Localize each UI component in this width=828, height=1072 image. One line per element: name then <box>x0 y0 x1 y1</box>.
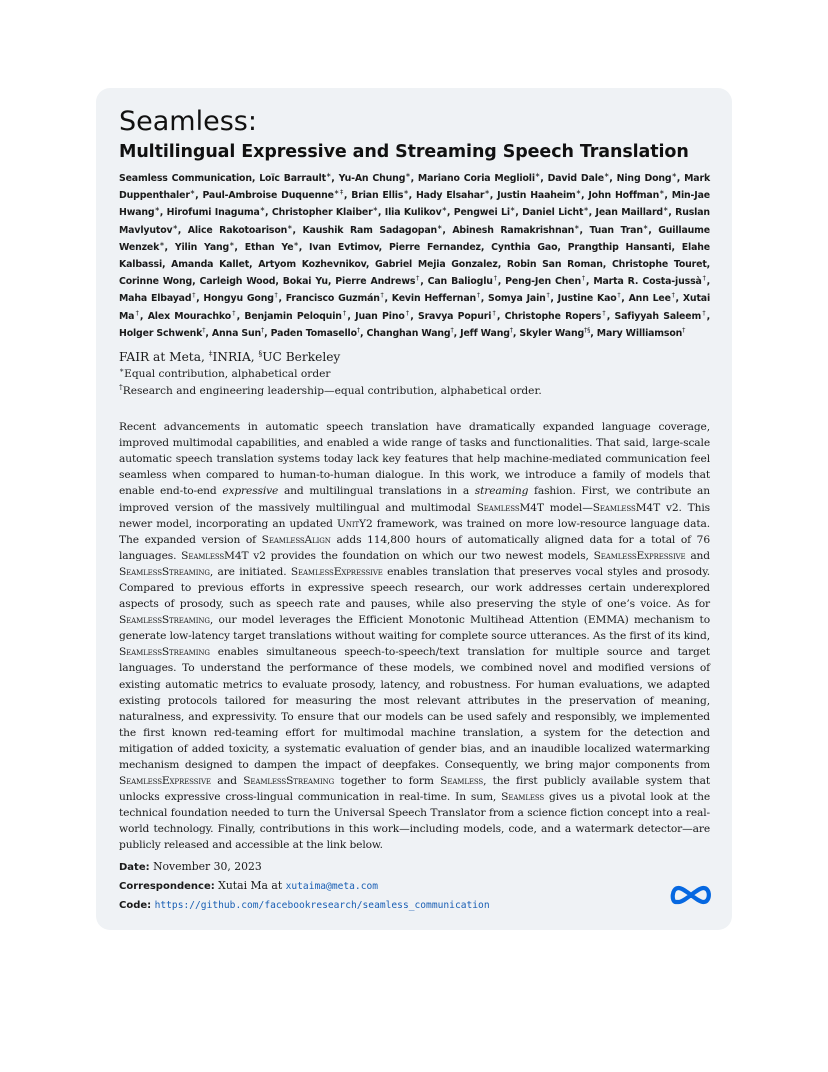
author-mark: † <box>491 308 497 317</box>
abstract-system-name: SeamlessExpressive <box>290 564 383 578</box>
author-name: Safiyyah Saleem <box>614 310 702 322</box>
author-name: Mariano Coria Meglioli <box>417 173 535 184</box>
date-label: Date: <box>119 862 150 873</box>
author-name: David Dale <box>547 173 604 184</box>
correspondence-line <box>119 877 490 896</box>
author-mark: ∗ <box>659 188 665 197</box>
author-mark: †§ <box>584 325 591 334</box>
abstract-segment: 2 framework, was trained on more low-resource language data. The expanded version of <box>119 516 710 546</box>
abstract-system-name: UnitY <box>337 516 366 530</box>
abstract-segment: , are initiated. <box>209 564 291 578</box>
author-name: Anna Sun <box>211 327 262 339</box>
author-mark: † <box>273 291 279 300</box>
author-mark: ∗ <box>259 205 265 214</box>
author-name: Seamless Communication <box>119 173 252 184</box>
author-name: Daniel Licht <box>522 207 584 219</box>
author-name: Justin Haaheim <box>497 190 576 202</box>
author-mark: ∗ <box>159 239 165 248</box>
abstract-segment: , our model leverages the Efficient Monotonic Multihead Attention (EMMA) mechanism to generate low-latency target translations without waiting for complete source utterances. As the first of its kind, <box>119 613 710 643</box>
author-name: Mary Williamson <box>596 327 683 339</box>
author-name: Pierre Andrews <box>335 276 416 288</box>
author-name: Christopher Klaiber <box>271 207 373 219</box>
author-mark: † <box>404 308 411 317</box>
abstract-segment: , the first publicly available system that unlocks expressive cross-lingual communication in real-time. In sum, <box>119 774 710 804</box>
affiliation-inria: INRIA, <box>212 350 259 365</box>
author-name: Hady Elsahar <box>415 190 485 202</box>
note-leadership-text: Research and engineering leadership—equal contribution, alphabetical order. <box>122 385 542 398</box>
author-mark: ∗ <box>325 170 332 179</box>
abstract-system-name: SeamlessStreaming <box>119 564 210 578</box>
abstract-segment: v2 provides the foundation on which our two newest models, <box>248 548 594 562</box>
abstract-system-name: SeamlessStreaming <box>119 613 210 627</box>
abstract-segment: and <box>210 774 244 788</box>
abstract-text <box>119 419 710 854</box>
author-mark: † <box>601 308 607 317</box>
author-mark: † <box>616 291 622 300</box>
paper-title: Seamless: <box>119 106 257 137</box>
author-name: Hirofumi Inaguma <box>166 207 260 219</box>
author-name: Ann Lee <box>628 293 671 305</box>
author-mark: ∗ <box>604 170 610 179</box>
author-mark: ∗ <box>662 205 669 214</box>
abstract-system-name: SeamlessStreaming <box>243 774 335 788</box>
author-mark: † <box>341 308 348 317</box>
author-name: Artyom Kozhevnikov <box>258 259 366 271</box>
abstract-segment: enables simultaneous speech-to-speech/text translation for multiple source and target languages. To understand the performance of these models, we combined novel and modified versions of existing automatic metrics to evaluate prosody, latency, and robustness. For human evaluations, we adapted existing protocols tailored for measuring the most relevant attributes in the preservation of meaning, naturalness, and expressivity. To ensure that our models can be used safely and responsibly, we implemented the first known red-teaming effort for multimodal machine translation, a system for the detection and mitigation of added toxicity, a systematic evaluation of gender bias, and an inaudible localized watermarking mechanism designed to dampen the impact of deepfakes. Consequently, we bring major components from <box>119 645 710 771</box>
abstract-system-name: SeamlessExpressive <box>119 774 211 788</box>
abstract-segment: Recent advancements in automatic speech translation have dramatically expanded language coverage, improved multimodal capabilities, and enabled a wide range of tasks and functionalities. That said, large-scale automatic speech translation systems today lack key features that help machine-mediated communication feel seamless when compared to human-to-human dialogue. In this work, we introduce a family of models that enable end-to-end <box>119 420 710 498</box>
author-mark: ∗ <box>583 205 589 214</box>
equal-contribution-note <box>119 366 710 383</box>
author-name: Min-Jae Hwang <box>119 190 711 219</box>
affiliations <box>119 348 710 366</box>
abstract-system-name: SeamlessM4T <box>476 500 544 514</box>
author-name: Juan Pino <box>355 310 405 322</box>
author-name: Can Balioglu <box>427 276 493 288</box>
author-name: Ruslan Mavlyutov <box>119 207 710 236</box>
author-name: Xutai Ma <box>119 293 711 322</box>
author-name: Yilin Yang <box>174 241 230 253</box>
author-mark: ∗ <box>441 205 447 214</box>
abstract-segment: and <box>685 548 710 562</box>
author-mark: ∗ <box>189 188 196 197</box>
author-name: Pierre Fernandez <box>388 241 481 253</box>
affiliation-mark-berkeley: § <box>258 348 263 358</box>
author-name: Brian Ellis <box>351 190 404 202</box>
author-name: Peng-Jen Chen <box>505 276 581 288</box>
author-mark: † <box>379 291 385 300</box>
author-name: Kaushik Ram Sadagopan <box>302 224 438 236</box>
author-mark: † <box>545 291 551 300</box>
author-name: Jean Maillard <box>595 207 663 219</box>
abstract-system-name: SeamlessM4T <box>592 500 661 514</box>
author-mark: ∗ <box>642 222 649 231</box>
author-mark: ∗ <box>372 205 378 214</box>
author-name: Prangthip Hansanti <box>567 241 672 253</box>
author-mark: ∗ <box>287 222 293 231</box>
abstract-segment: gives us a pivotal look at the technical foundation needed to turn the Universal Speech Translator from a science fiction concept into a real-world technology. Finally, contributions in this work—including models, code, and a watermark detector—are publicly released and accessible at the link below. <box>119 790 710 852</box>
author-mark: † <box>580 274 586 283</box>
author-list: Seamless Communication, Loïc Barrault∗, Yu-An Chung∗, Mariano Coria Meglioli∗, David Dale∗, Ning Dong∗, Mark Duppenthaler∗, Paul-Ambroise Duquenne∗‡, Brian Ellis∗, Hady Elsahar∗, Justin Haaheim∗, John Hoffman∗, Min-Jae Hwang∗, Hirofumi Inaguma∗, Christopher Klaiber∗, Ilia Kulikov∗, Pengwei Li∗, Daniel Licht∗, Jean Maillard∗, Ruslan Mavlyutov∗, Alice Rakotoarison∗, Kaushik Ram Sadagopan∗, Abinesh Ramakrishnan∗, Tuan Tran∗, Guillaume Wenzek∗, Yilin Yang∗, Ethan Ye∗, Ivan Evtimov, Pierre Fernandez, Cynthia Gao, Prangthip Hansanti, Elahe Kalbassi, Amanda Kallet, Artyom Kozhevnikov, Gabriel Mejia Gonzalez, Robin San Roman, Christophe Touret, Corinne Wong, Carleigh Wood, Bokai Yu, Pierre Andrews†, Can Balioglu†, Peng-Jen Chen†, Marta R. Costa-jussà†, Maha Elbayad†, Hongyu Gong†, Francisco Guzmán†, Kevin Heffernan†, Somya Jain†, Justine Kao†, Ann Lee†, Xutai Ma†, Alex Mourachko†, Benjamin Peloquin†, Juan Pino†, Sravya Popuri†, Christophe Ropers†, Safiyyah Saleem†, Holger Schwenk†, Anna Sun†, Paden Tomasello†, Changhan Wang†, Jeff Wang†, Skyler Wang†§, Mary Williamson† <box>119 170 711 339</box>
author-mark: † <box>509 325 513 334</box>
author-mark: ∗ <box>671 170 677 179</box>
author-mark: † <box>191 291 197 300</box>
author-name: Holger Schwenk <box>119 327 203 339</box>
note-mark-equal: ∗ <box>119 365 125 375</box>
author-name: Paul-Ambroise Duquenne <box>202 190 334 202</box>
abstract-segment: adds 114,800 hours of automatically aligned data for a total of 76 languages. <box>119 532 710 562</box>
abstract <box>119 419 710 854</box>
abstract-system-name: SeamlessAlign <box>261 532 331 546</box>
abstract-segment: together to form <box>334 774 441 788</box>
author-name: Ethan Ye <box>244 241 294 253</box>
author-mark: † <box>701 274 707 283</box>
affiliation-fair: FAIR at Meta, <box>119 350 209 365</box>
author-mark: † <box>701 308 707 317</box>
paper-subtitle: Multilingual Expressive and Streaming Speech Translation <box>119 142 689 162</box>
note-equal-text: Equal contribution, alphabetical order <box>124 368 331 381</box>
date-value: November 30, 2023 <box>153 860 262 873</box>
author-mark: † <box>670 291 676 300</box>
date-line <box>119 858 490 877</box>
abstract-system-name: SeamlessStreaming <box>119 645 210 659</box>
author-name: Robin San Roman <box>506 259 603 271</box>
author-name: Alice Rakotoarison <box>187 224 288 236</box>
author-name: Tuan Tran <box>589 224 643 236</box>
author-name: Jeff Wang <box>460 327 510 339</box>
author-mark: ∗ <box>574 222 580 231</box>
author-mark: ∗ <box>405 170 411 179</box>
abstract-segment: enables translation that preserves vocal styles and prosody. Compared to previous efforts in expressive speech research, our work addresses certain underexplored aspects of prosody, such as speech rate and pauses, while also preserving the style of one’s voice. As for <box>119 564 710 611</box>
correspondence-email-link[interactable]: xutaima@meta.com <box>285 881 379 892</box>
author-mark: ∗ <box>575 188 581 197</box>
affiliation-berkeley: UC Berkeley <box>262 350 341 365</box>
author-mark: ∗ <box>154 205 160 214</box>
author-name: Mark Duppenthaler <box>119 173 711 202</box>
author-name: Guillaume Wenzek <box>119 224 710 253</box>
author-name: Christophe Ropers <box>504 310 602 322</box>
correspondence-label: Correspondence: <box>119 881 215 892</box>
leadership-note <box>119 383 710 400</box>
author-name: Cynthia Gao <box>491 241 558 253</box>
abstract-system-name: Seamless <box>501 790 545 804</box>
author-mark: † <box>415 274 421 283</box>
author-name: Paden Tomasello <box>270 327 357 339</box>
author-name: Kevin Heffernan <box>391 293 477 305</box>
abstract-system-name: Seamless <box>440 774 484 788</box>
author-mark: † <box>492 274 498 283</box>
author-mark: † <box>202 325 206 334</box>
author-mark: ∗ <box>437 222 443 231</box>
correspondence-text: Xutai Ma at <box>218 879 286 892</box>
abstract-system-name: SeamlessM4T <box>181 548 249 562</box>
author-name: Skyler Wang <box>519 327 585 339</box>
author-mark: † <box>356 325 360 334</box>
author-mark: ∗‡ <box>333 188 344 197</box>
code-line <box>119 896 490 915</box>
author-name: Yu-An Chung <box>338 173 406 184</box>
author-mark: ∗ <box>172 222 178 231</box>
author-name: Elahe Kalbassi <box>119 241 711 271</box>
author-name: Abinesh Ramakrishnan <box>452 224 575 236</box>
author-mark: ∗ <box>229 239 235 248</box>
abstract-emphasis: streaming <box>474 484 529 498</box>
abstract-segment: fashion. First, we contribute an improved version of the massively multilingual and multimodal <box>119 484 710 514</box>
author-mark: ∗ <box>484 188 490 197</box>
paper-header-card <box>96 88 732 930</box>
author-mark: ∗ <box>403 188 409 197</box>
author-name: Benjamin Peloquin <box>244 310 342 322</box>
author-name: Loïc Barrault <box>259 173 326 184</box>
abstract-segment: and multilingual translations in a <box>278 484 475 498</box>
author-mark: ∗ <box>509 205 516 214</box>
abstract-segment: v2. This newer model, incorporating an updated <box>119 500 710 530</box>
author-name: John Hoffman <box>588 190 660 202</box>
abstract-segment: model— <box>543 500 593 514</box>
author-mark: † <box>682 325 686 334</box>
author-name: Alex Mourachko <box>147 310 231 322</box>
note-mark-leadership: † <box>119 382 123 392</box>
abstract-system-name: SeamlessExpressive <box>593 548 686 562</box>
author-name: Ning Dong <box>616 173 672 184</box>
author-mark: † <box>134 308 140 317</box>
author-name: Gabriel Mejia Gonzalez <box>375 259 498 271</box>
paper-meta <box>119 858 490 915</box>
author-name: Carleigh Wood <box>199 276 276 288</box>
author-name: Pengwei Li <box>453 207 510 219</box>
abstract-emphasis: expressive <box>222 484 279 498</box>
author-name: Justine Kao <box>557 293 617 305</box>
author-name: Amanda Kallet <box>171 259 250 271</box>
author-mark: † <box>450 325 454 334</box>
author-name: Ivan Evtimov <box>309 241 379 253</box>
author-name: Maha Elbayad <box>119 293 192 305</box>
author-name: Corinne Wong <box>119 276 193 288</box>
author-name: Sravya Popuri <box>417 310 492 322</box>
author-mark: ∗ <box>293 239 299 248</box>
affiliation-mark-inria: ‡ <box>208 348 213 358</box>
code-url-link[interactable]: https://github.com/facebookresearch/seamless_communication <box>154 900 490 911</box>
author-name: Somya Jain <box>488 293 546 305</box>
author-mark: ∗ <box>534 170 541 179</box>
author-name: Bokai Yu <box>282 276 328 288</box>
author-mark: † <box>476 291 481 300</box>
author-name: Francisco Guzmán <box>285 293 380 305</box>
code-label: Code: <box>119 900 152 911</box>
author-name: Ilia Kulikov <box>384 207 442 219</box>
author-name: Christophe Touret <box>611 259 707 271</box>
author-name: Marta R. Costa-jussà <box>593 276 702 288</box>
author-name: Changhan Wang <box>366 327 451 339</box>
author-mark: † <box>261 325 265 334</box>
author-mark: † <box>231 308 237 317</box>
author-name: Hongyu Gong <box>203 293 274 305</box>
meta-logo-icon <box>670 882 712 908</box>
